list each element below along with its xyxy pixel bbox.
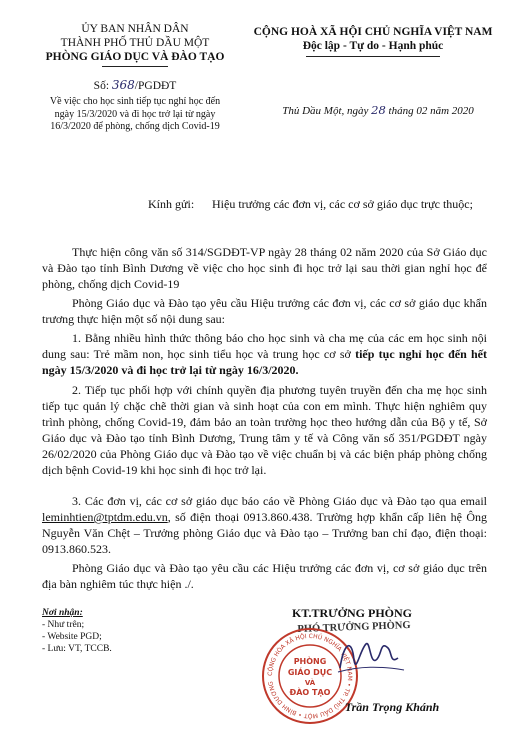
stamp-line-2: GIÁO DỤC	[287, 668, 333, 677]
header-right-rule	[306, 56, 440, 57]
agency-line-3: PHÒNG GIÁO DỤC VÀ ĐÀO TẠO	[45, 51, 225, 63]
header-left-rule	[102, 66, 168, 67]
signer-name: Trần Trọng Khánh	[344, 700, 440, 714]
signature-title: KT.TRƯỞNG PHÒNG	[292, 606, 412, 620]
handwritten-signature	[330, 630, 410, 680]
paragraph-1: Thực hiện công văn số 314/SGDĐT-VP ngày 28 tháng 02 năm 2020 của Sở Giáo dục và Đào tạo tỉnh Bình Dương về việc cho học sinh đi học trở lại sau thời gian nghỉ học để phòng, chống dịch Covid-19	[42, 245, 487, 291]
agency-line-1: ỦY BAN NHÂN DÂN	[81, 23, 189, 35]
signature-icon	[330, 630, 410, 680]
date-day: 28	[371, 103, 386, 117]
recipients-item: - Lưu: VT, TCCB.	[42, 644, 112, 654]
recipient-label: Kính gửi:	[148, 197, 195, 211]
paragraph-3-bold: tiếp tục nghỉ học đến hết ngày 15/3/2020 và đi học trở lại từ ngày 16/3/2020.	[42, 347, 487, 377]
recipients-item: - Website PGD;	[42, 632, 102, 642]
stamp-line-1: PHÒNG	[293, 657, 327, 666]
agency-line-2: THÀNH PHỐ THỦ DẦU MỘT	[60, 37, 210, 49]
document-date	[258, 103, 498, 117]
paragraph-3	[42, 330, 487, 378]
so-label: Số:	[93, 80, 110, 92]
recipients-item: - Như trên;	[42, 620, 85, 630]
paragraph-5-text-a: 3. Các đơn vị, các cơ sở giáo dục báo cáo về Phòng Giáo dục và Đào tạo qua email	[72, 494, 487, 508]
recipients-list	[42, 607, 192, 655]
date-suffix: tháng 02 năm 2020	[388, 105, 474, 117]
motto-line: Độc lập - Tự do - Hạnh phúc	[302, 40, 444, 52]
paragraph-5	[42, 493, 487, 557]
signature-subtitle: PHÓ TRƯỞNG PHÒNG	[297, 620, 411, 635]
paragraph-5-text-b: , số điện thoại 0913.860.438. Trường hợp khẩn cấp liên hệ Ông Nguyễn Văn Chệt – Trưởng phòng Giáo dục và Đào tạo – Trưởng ban chỉ đạo, điện thoại: 0913.860.523.	[42, 510, 487, 556]
paragraph-3-text: 1. Bằng nhiều hình thức thông báo cho học sinh và cha mẹ của các em học sinh nội dung sau: Trẻ mầm non, học sinh tiểu học và trung học cơ sở	[42, 331, 487, 361]
recipients-title: Nơi nhận:	[42, 608, 83, 618]
paragraph-6: Phòng Giáo dục và Đào tạo yêu cầu các Hiệu trưởng các đơn vị, cơ sở giáo dục trên địa bàn nghiêm túc thực hiện ./.	[42, 561, 487, 591]
header-right	[248, 25, 498, 53]
document-subject: Về việc cho học sinh tiếp tục nghỉ học đến ngày 15/3/2020 và đi học trở lại từ ngày 16/3/2020 để phòng, chống dịch Covid-19	[49, 96, 221, 132]
header-left	[30, 22, 240, 64]
paragraph-4: 2. Tiếp tục phối hợp với chính quyền địa phương tuyên truyền đến cha mẹ học sinh tiếp tục quản lý chặc chẽ thời gian và sinh hoạt của con em mình. Thực hiện nghiêm quy trình phòng, chống Covid-19, đảm bảo an toàn trường học theo hướng dẫn của Bộ y tế, Sở Giáo dục và Đào tạo tỉnh Bình Dương, Trung tâm y tế và Công văn số 351/PGDĐT ngày 26/02/2020 của Phòng Giáo dục và Đào tạo về việc chuẩn bị và các biện pháp phòng chống dịch bệnh Covid-19 khi học sinh đi học trở lại.	[42, 383, 487, 477]
stamp-line-3: VÀ	[304, 679, 316, 687]
contact-email-link[interactable]: leminhtien@tptdm.edu.vn	[42, 510, 168, 524]
so-number: 368	[111, 78, 135, 92]
so-suffix: /PGDĐT	[134, 80, 177, 92]
paragraph-2: Phòng Giáo dục và Đào tạo yêu cầu Hiệu trưởng các đơn vị, các cơ sở giáo dục khẩn trương thực hiện một số nội dung sau:	[42, 296, 487, 326]
nation-line: CỘNG HOÀ XÃ HỘI CHỦ NGHĨA VIỆT NAM	[253, 26, 493, 38]
stamp-line-4: ĐÀO TẠO	[289, 688, 331, 697]
date-prefix: Thủ Dầu Một, ngày	[282, 105, 369, 117]
recipient-text: Hiệu trưởng các đơn vị, các cơ sở giáo dục trực thuộc;	[212, 197, 473, 211]
document-number	[30, 78, 240, 92]
stamp-ring-text: CỘNG HÒA XÃ HỘI CHỦ NGHĨA VIỆT NAM • TP. THỦ DẦU MỘT • BÌNH DƯƠNG	[266, 632, 354, 720]
